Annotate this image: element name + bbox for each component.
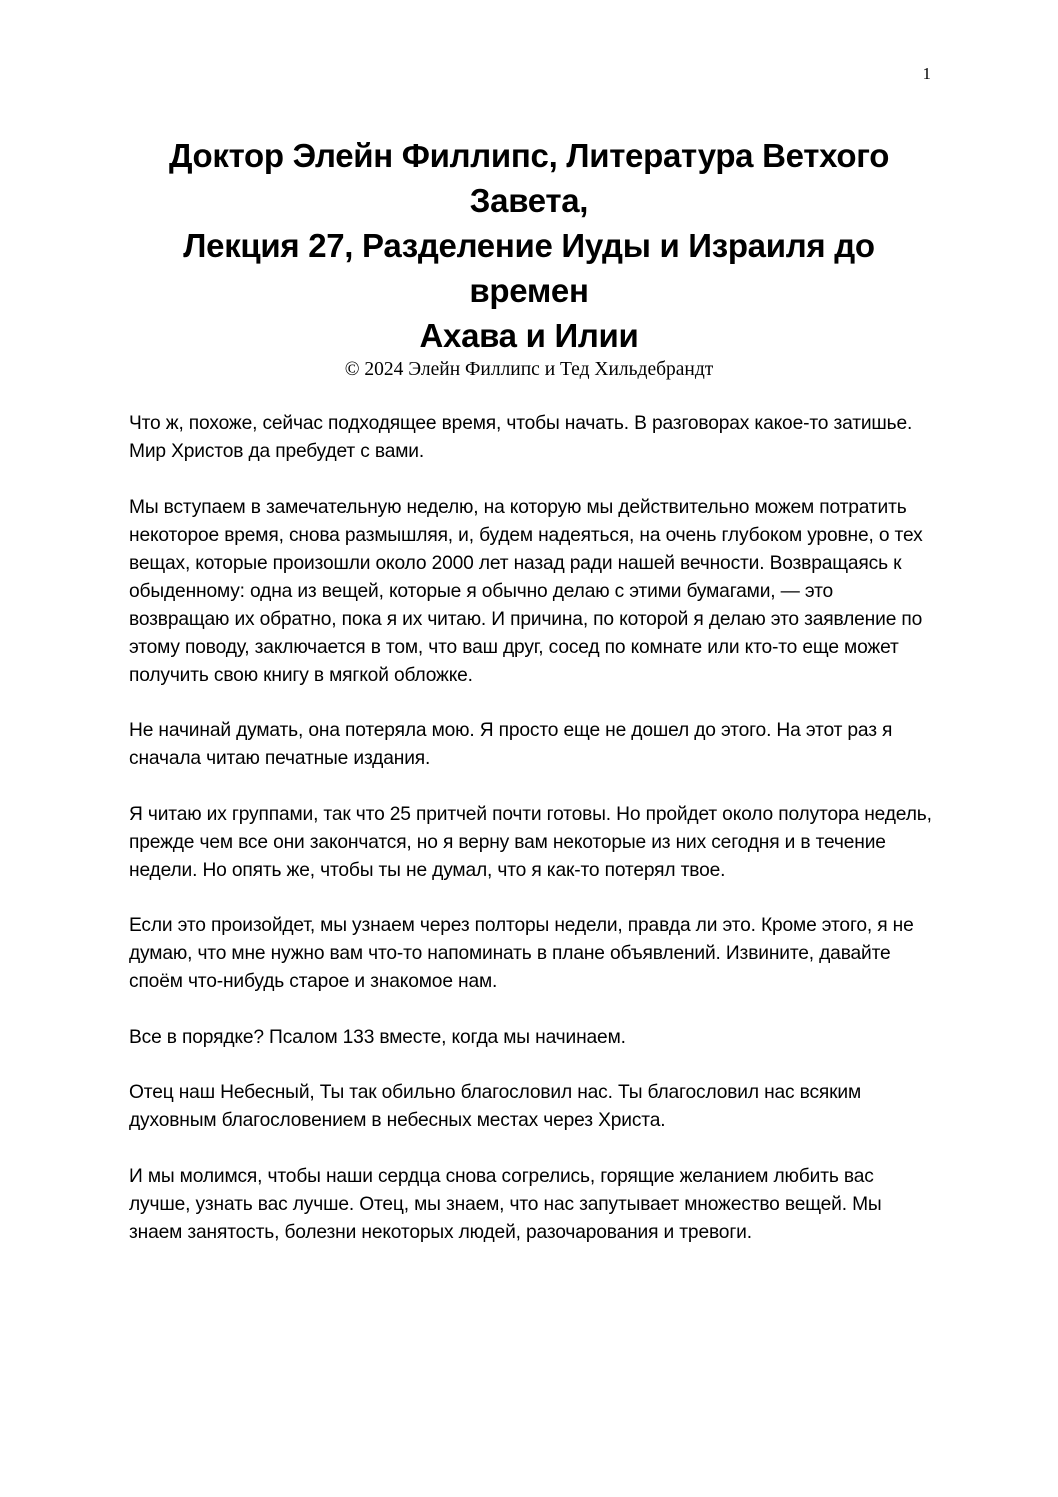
title-line: Лекция 27, Разделение Иуды и Израиля до <box>183 227 875 264</box>
title-line: Доктор Элейн Филлипс, Литература Ветхого <box>168 137 890 174</box>
title-line: Завета, <box>469 182 589 219</box>
paragraph: Если это произойдет, мы узнаем через полторы недели, правда ли это. Кроме этого, я не думаю, что мне нужно вам что-то напоминать в плане объявлений. Извините, давайте споём что-нибудь старое и знакомое нам. <box>129 915 914 992</box>
document-body <box>129 410 933 1274</box>
paragraph: Не начинай думать, она потеряла мою. Я просто еще не дошел до этого. На этот раз я сначала читаю печатные издания. <box>129 720 893 769</box>
copyright-line: © 2024 Элейн Филлипс и Тед Хильдебрандт <box>344 359 714 380</box>
document-title <box>128 133 930 358</box>
paragraph: Что ж, похоже, сейчас подходящее время, чтобы начать. В разговорах какое-то затишье. Мир Христов да пребудет с вами. <box>129 413 913 462</box>
paragraph: Мы вступаем в замечательную неделю, на которую мы действительно можем потратить некоторое время, снова размышляя, и, будем надеяться, на очень глубоком уровне, о тех вещах, которые произошли около 2000 лет назад ради нашей вечности. Возвращаясь к обыденному: одна из вещей, которые я обычно делаю с этими бумагами, — это возвращаю их обратно, пока я их читаю. И причина, по которой я делаю это заявление по этому поводу, заключается в том, что ваш друг, сосед по комнате или кто-то еще может получить свою книгу в мягкой обложке. <box>129 496 923 686</box>
title-line: Ахава и Илии <box>419 317 639 354</box>
paragraph: И мы молимся, чтобы наши сердца снова согрелись, горящие желанием любить вас лучше, узнать вас лучше. Отец, мы знаем, что нас запутывает множество вещей. Мы знаем занятость, болезни некоторых людей, разочарования и тревоги. <box>129 1165 882 1243</box>
paragraph: Я читаю их группами, так что 25 притчей почти готовы. Но пройдет около полутора недель, прежде чем все они закончатся, но я верну вам некоторые из них сегодня и в течение недели. Но опять же, чтобы ты не думал, что я как-то потерял твое. <box>129 803 932 881</box>
title-line: времен <box>469 272 589 309</box>
paragraph: Отец наш Небесный, Ты так обильно благословил нас. Ты благословил нас всяким духовным благословением в небесных местах через Христа. <box>129 1082 862 1131</box>
paragraph: Все в порядке? Псалом 133 вместе, когда мы начинаем. <box>129 1026 626 1048</box>
page-number: 1 <box>922 64 931 83</box>
